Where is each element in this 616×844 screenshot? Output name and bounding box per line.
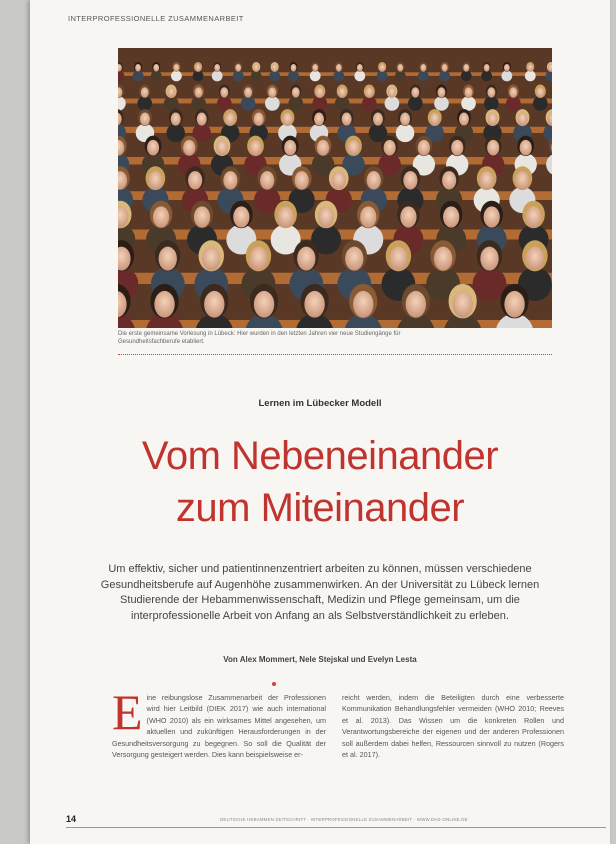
footer-rule xyxy=(66,827,606,828)
article-lead: Um effektiv, sicher und patientinnenzentriert arbeiten zu können, müssen verschiedene Gesundheitsberufe auf Augenhöhe zusammenwirken. An der Universität zu Lübeck lernen Studierende der Hebammenwissenschaft, Medizin und Pflege gemeinsam, um die interprofessionelle Arbeit von Anfang an als Selbstverständlichkeit zu erleben. xyxy=(100,563,540,622)
article-kicker: Lernen im Lübecker Modell xyxy=(258,398,382,409)
magazine-page xyxy=(30,0,610,844)
section-rubric: INTERPROFESSIONELLE ZUSAMMENARBEIT xyxy=(68,14,244,23)
red-dot-ornament xyxy=(272,682,276,686)
photo-caption: Die erste gemeinsame Vorlesung in Lübeck: Hier wurden in den letzten Jahren vier neue Studiengänge für Gesundheitsfachberufe etabliert. xyxy=(118,330,422,348)
article-headline xyxy=(30,430,610,534)
headline-line-1: Vom Nebeneinander xyxy=(141,434,499,478)
body-text-left: ine reibungslose Zusammenarbeit der Professionen wird hier Leitbild (DIEK 2017) wie auch international (WHO 2010) als ein wirksames Mittel angesehen, um aktuellen und zukünftigen Herausforderungen in der Gesundheitsversorgung zu begegnen. So soll die Qualität der Versorgung gesteigert werden. Dies kann beispielsweise er- xyxy=(112,693,326,760)
body-column-left xyxy=(112,684,326,760)
audience-illustration xyxy=(118,48,552,328)
article-byline: Von Alex Mommert, Nele Stejskal und Evelyn Lesta xyxy=(223,655,417,664)
drop-cap: E xyxy=(112,684,143,740)
lecture-hall-photo xyxy=(118,48,552,328)
body-column-right: reicht werden, indem die Beteiligten durch eine verbesserte Kommunikation Behandlungsfehler vermeiden (WHO 2010; Reeves et al. 2013). Das Wissen um die konkreten Rollen und Verantwortungsbereiche der eigenen und der anderen Professionen soll außerdem dabei helfen, Ressourcen sinnvoll zu nutzen (Rogers et al. 2017). xyxy=(342,693,564,760)
footer-source: DEUTSCHE HEBAMMEN ZEITSCHRIFT · INTERPROFESSIONELLE ZUSAMMENARBEIT · WWW.DHZ-ONLINE.DE xyxy=(220,817,468,822)
page-number: 14 xyxy=(66,814,77,824)
headline-line-2: zum Miteinander xyxy=(175,486,465,530)
dotted-divider xyxy=(118,354,552,355)
